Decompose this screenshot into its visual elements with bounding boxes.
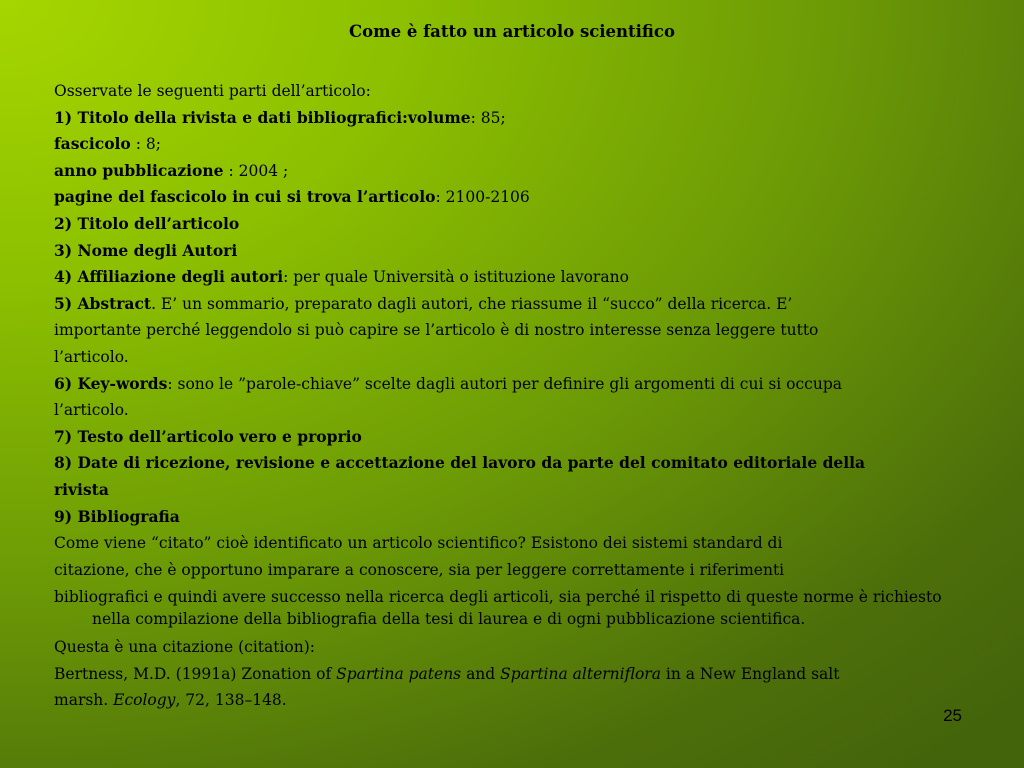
item-4: [54, 264, 969, 291]
item-7: 7) Testo dell’articolo vero e proprio: [54, 426, 362, 446]
item-anno: [54, 158, 969, 185]
slide-title: Come è fatto un articolo scientifico: [349, 22, 675, 41]
item-5-line-3: l’articolo.: [54, 347, 129, 366]
citation-line-1: Come viene “citato” cioè identificato un articolo scientifico? Esistono dei sistemi standard di: [54, 534, 783, 553]
reference-line-2-start: marsh.: [54, 691, 114, 710]
reference-and: and: [461, 664, 501, 683]
item-6-text: : sono le ”parole-chiave” scelte dagli autori per definire gli argomenti di cui si occupa: [167, 374, 843, 393]
page-number: 25: [943, 706, 962, 725]
item-1: [54, 105, 969, 132]
item-2: 2) Titolo dell’articolo: [54, 213, 240, 233]
item-6-label: 6) Key-words: [54, 373, 168, 393]
reference-line-2: [54, 687, 969, 714]
item-5-line-2: importante perché leggendolo si può capire se l’articolo è di nostro interesse senza leggere tutto: [54, 321, 819, 340]
fascicolo-value: : 8;: [130, 135, 161, 154]
intro-line: Osservate le seguenti parti dell’articolo:: [54, 82, 371, 100]
item-1-value: : 85;: [470, 108, 506, 127]
pagine-value: : 2100-2106: [435, 188, 530, 207]
item-fascicolo: [54, 131, 969, 158]
item-6: [54, 371, 969, 398]
reference-species-1: Spartina patens: [336, 664, 462, 683]
reference-title-end: in a New England salt: [660, 664, 840, 683]
reference-species-2: Spartina alterniflora: [500, 664, 661, 683]
pagine-label: pagine del fascicolo in cui si trova l’articolo: [54, 187, 436, 207]
fascicolo-label: fascicolo: [54, 134, 131, 154]
item-3: 3) Nome degli Autori: [54, 240, 238, 260]
item-pagine: [54, 184, 969, 211]
item-1-label: 1) Titolo della rivista e dati bibliografici:volume: [54, 107, 471, 127]
item-5-label: 5) Abstract: [54, 293, 152, 313]
item-8: 8) Date di ricezione, revisione e accettazione del lavoro da parte del comitato editoriale della: [54, 453, 866, 473]
item-8-line-2: rivista: [54, 479, 109, 499]
example-intro: Questa è una citazione (citation):: [54, 638, 316, 657]
item-4-label: 4) Affiliazione degli autori: [54, 267, 284, 287]
item-5-text: . E’ un sommario, preparato dagli autori, che riassume il “succo” della ricerca. E’: [151, 294, 793, 313]
item-4-value: : per quale Università o istituzione lavorano: [283, 268, 629, 287]
item-5: [54, 291, 969, 318]
anno-value: : 2004 ;: [223, 161, 289, 180]
reference-authors: Bertness, M.D. (1991a) Zonation of: [54, 664, 337, 683]
reference-line-1: [54, 661, 969, 688]
reference-journal: Ecology: [113, 691, 176, 710]
item-6-line-2: l’articolo.: [54, 401, 129, 420]
citation-line-2: citazione, che è opportuno imparare a conoscere, sia per leggere correttamente i riferimenti: [54, 560, 785, 579]
citation-paragraph: bibliografici e quindi avere successo nella ricerca degli articoli, sia perché il rispetto di queste norme è richiesto nella compilazione della bibliografia della tesi di laurea e di ogni pubblicazione scientifica.: [54, 588, 942, 629]
reference-volume-pages: , 72, 138–148.: [175, 691, 287, 710]
item-9: 9) Bibliografia: [54, 506, 180, 526]
anno-label: anno pubblicazione: [54, 160, 224, 180]
slide-body: [54, 78, 969, 714]
